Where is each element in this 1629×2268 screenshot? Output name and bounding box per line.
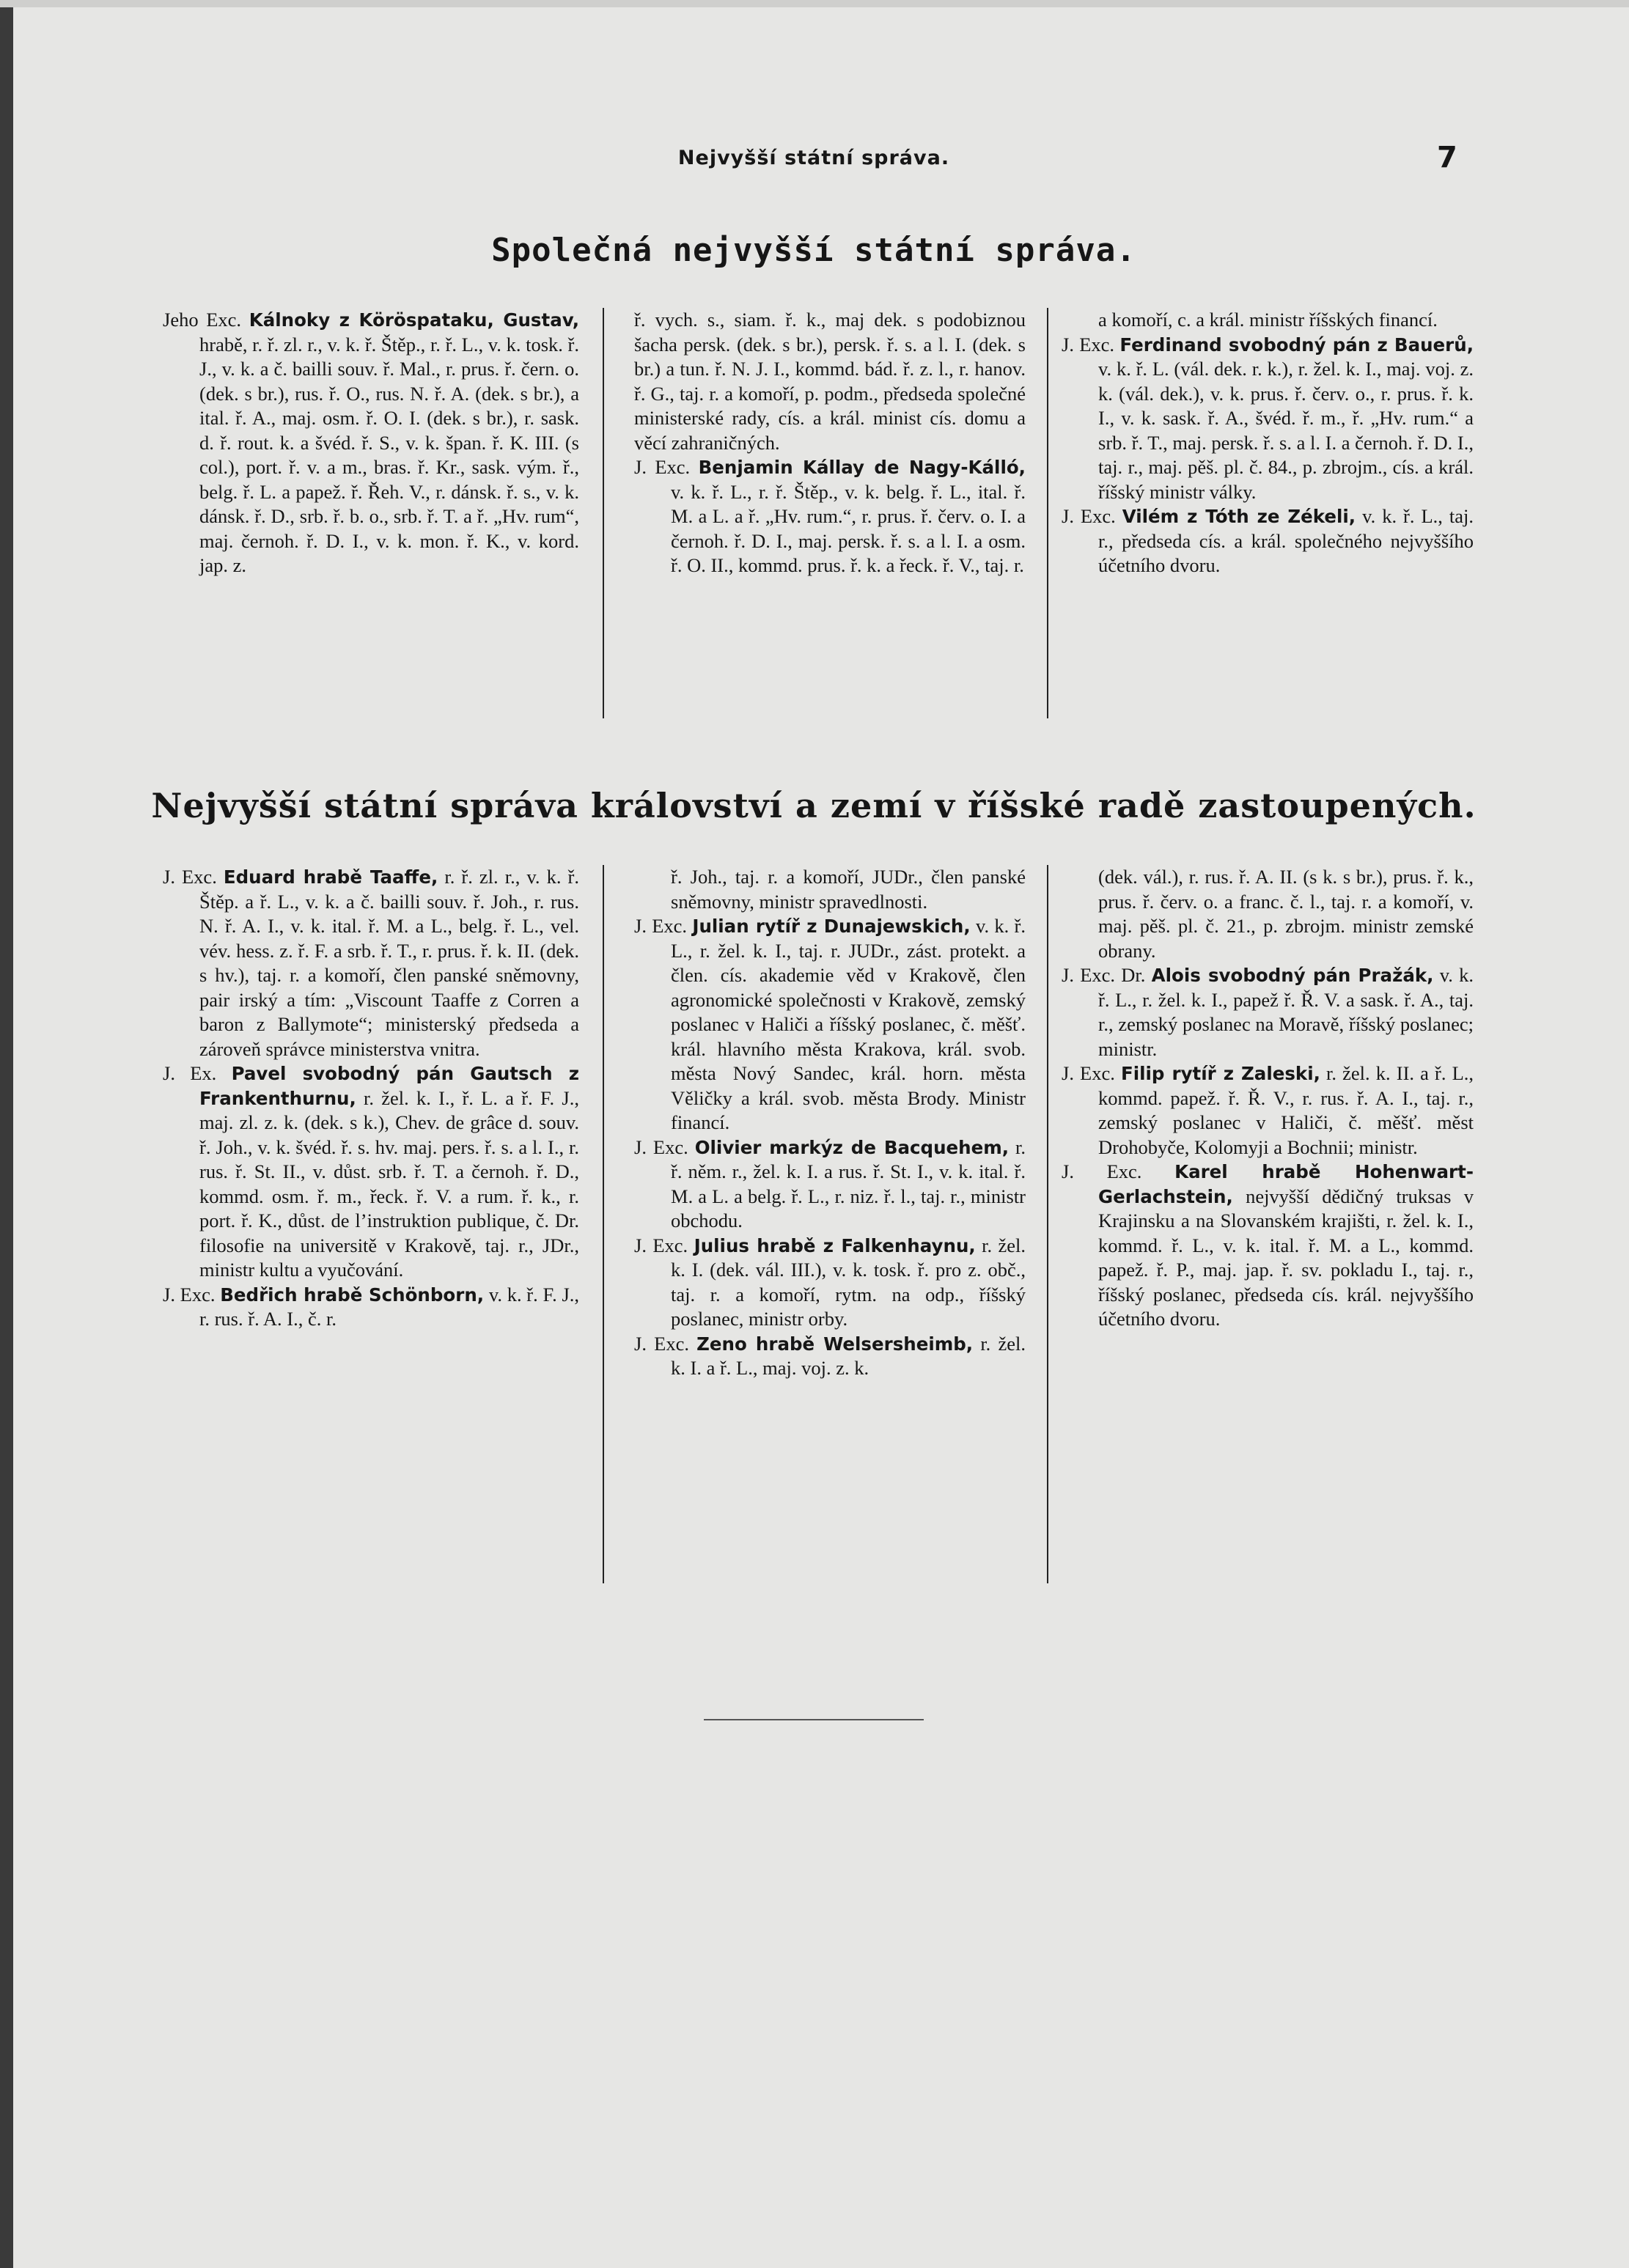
scan-edge-top [0,0,1629,7]
entry-name: Benjamin Kállay de Nagy-Kálló, [698,457,1026,478]
entry-text: v. k. ř. L., taj. r., předseda cís. a král. společného nejvyššího účetního dvoru. [1098,505,1474,576]
entry-text: r. žel. k. I., ř. L. a ř. F. J., maj. zl. z. k. (dek. s k.), Chev. de grâce d. souv. ř. Joh., v. k. švéd. ř. s. hv. maj. pers. ř. s. a l. I., r. rus. ř. St. II., v. důst. srb. ř. T. a černoh. ř. D., kommd. osm. ř. m., řeck. ř. V. a rum. ř. k., r. port. ř. K., důst. de l’instruktion publique, č. Dr. filosofie na universitě v Krakově, taj. r., JDr., ministr kultu a vyučování. [199,1086,579,1281]
biography-entry [634,914,1026,1135]
entry-name: Julius hrabě z Falkenhaynu, [694,1234,976,1256]
entry-text: nejvyšší dědičný truksas v Krajinsku a na Slovanském krajišti, r. žel. k. I., kommd. ř. L., v. k. ital. ř. M. a L., kommd. papež. ř. P., maj. jap. ř. sv. pokladu I., taj. r., říšský poslanec, předseda cís. král. nejvyššího účetního dvoru. [1098,1185,1474,1330]
end-rule [704,1719,924,1720]
column-divider [603,865,604,1583]
entry-honorific: Jeho Exc. [163,309,242,331]
entry-honorific: J. Exc. [634,1234,688,1256]
entry-name: Filip rytíř z Zaleski, [1121,1063,1320,1084]
section2-column-1 [163,865,579,1332]
biography-entry [1062,504,1474,578]
entry-name: Julian rytíř z Dunajewskich, [692,916,971,937]
biography-entry [634,1332,1026,1381]
section1-column-1 [163,308,579,578]
entry-continuation: ř. Joh., taj. r. a komoří, JUDr., člen panské sněmovny, ministr spravedlnosti. [671,866,1026,913]
section2-column-3 [1062,865,1474,1332]
biography-entry [1062,1160,1474,1332]
entry-continuation: (dek. vál.), r. rus. ř. A. II. (s k. s br.), prus. ř. k., prus. ř. červ. o. a franc. č. l., taj. r. a komoří, v. maj. pěš. pl. č. 21., p. zbrojm. ministr zemské obrany. [1098,866,1474,962]
entry-name: Vilém z Tóth ze Zékeli, [1122,506,1356,527]
entry-continuation: a komoří, c. a král. ministr říšských financí. [1098,309,1438,331]
biography-entry [163,308,579,578]
entry-text: v. k. ř. L., r. ř. Štěp., v. k. belg. ř. L., ital. ř. M. a L. a ř. „Hv. rum.“, r. prus. ř. červ. o. I. a černoh. ř. D. I., maj. persk. ř. s. a l. I. a osm. ř. O. II., kommd. prus. ř. k. a řeck. ř. V., taj. r. [671,480,1026,576]
biography-entry [634,1234,1026,1332]
entry-honorific: J. Exc. [1062,1160,1142,1182]
column-divider [1047,865,1048,1583]
column-divider [603,308,604,718]
entry-honorific: J. Exc. [634,1135,688,1158]
entry-name: Zeno hrabě Welsersheimb, [696,1333,974,1355]
entry-name: Bedřich hrabě Schönborn, [220,1284,485,1306]
entry-name: Ferdinand svobodný pán z Bauerů, [1119,334,1474,356]
biography-entry [634,455,1026,578]
scan-edge-left [0,0,13,2268]
entry-text: v. k. ř. L. (vál. dek. r. k.), r. žel. k. I., maj. voj. z. k. (vál. dek.), v. k. prus. ř. červ. o., r. prus. ř. k. I., v. k. sask. ř. A., švéd. ř. m., ř. „Hv. rum.“ a srb. ř. T., maj. persk. ř. s. a l. I. a černoh. ř. D. I., taj. r., maj. pěš. pl. č. 84., p. zbrojm., cís. a král. říšský ministr války. [1098,358,1474,503]
biography-entry [634,1135,1026,1234]
entry-honorific: J. Exc. [634,1332,689,1355]
entry-name: Olivier markýz de Bacquehem, [694,1136,1010,1158]
entry-text: r. žel. k. I. (dek. vál. III.), v. k. tosk. ř. pro z. obč., taj. r. a komoří, rytm. na odp., říšský poslanec, ministr orby. [671,1234,1026,1330]
entry-text: v. k. ř. L., r. žel. k. I., taj. r. JUDr., zást. protekt. a člen. cís. akademie věd v Krakově, člen agronomické společnosti v Krakově, zemský poslanec v Haliči a říšský poslanec, č. měšť. král. hlavního města Krakova, král. svob. města Nový Sandec, král. horn. města Věličky a král. svob. města Brody. Ministr financí. [671,915,1026,1133]
biography-entry [1062,963,1474,1061]
biography-entry [163,865,579,1061]
entry-honorific: J. Exc. [634,456,691,478]
entry-name: Eduard hrabě Taaffe, [223,866,438,888]
entry-honorific: J. Exc. [163,866,217,888]
biography-entry [163,1283,579,1332]
entry-honorific: J. Exc. [1062,505,1116,527]
entry-text: r. žel. k. II. a ř. L., kommd. papež. ř. Ř. V., r. rus. ř. A. I., taj. r., zemský poslanec v Haliči, č. měšť. měst Drohobyče, Kolomyji a Bochnii; ministr. [1098,1062,1474,1158]
section-title-common-administration: Společná nejvyšší státní správa. [491,232,1136,269]
entry-honorific: J. Ex. [163,1062,217,1084]
entry-name: Pavel svobodný pán Gautsch z Frankenthurnu, [199,1063,580,1109]
entry-honorific: J. Exc. [1062,333,1115,356]
entry-continuation: ř. vych. s., siam. ř. k., maj dek. s podobiznou šacha persk. (dek. s br.), persk. ř. s. a l. I. (dek. s br.) a tun. ř. N. J. I., kommd. bád. ř. z. l., r. hanov. ř. G., taj. r. a komoří, p. podm., předseda společné ministerské rady, cís. a král. minist cís. domu a věcí zahraničných. [634,309,1026,454]
entry-name: Kálnoky z Köröspataku, Gustav, [249,309,580,331]
section-title-cisleithanian-administration: Nejvyšší státní správa království a zemí v říšské radě zastoupených. [151,786,1477,825]
biography-entry [1062,333,1474,505]
entry-honorific: J. Exc. Dr. [1062,964,1146,986]
page-number: 7 [1437,141,1457,174]
column-divider [1047,308,1048,718]
entry-honorific: J. Exc. [163,1283,216,1306]
entry-honorific: J. Exc. [634,915,688,937]
biography-entry [163,1061,579,1283]
entry-text: hrabě, r. ř. zl. r., v. k. ř. Štěp., r. ř. L., v. k. tosk. ř. J., v. k. a č. bailli souv. ř. Mal., r. prus. ř. čern. o. (dek. s br.), rus. ř. O., rus. N. ř. A. (dek. s br.), a ital. ř. A., maj. osm. ř. O. I. (dek. s br.), r. sask. d. ř. rout. k. a švéd. ř. S., v. k. špan. ř. K. III. (s col.), port. ř. v. a m., bras. ř. Kr., sask. vým. ř., belg. ř. L. a papež. ř. Řeh. V., r. dánsk. ř. s., v. k. dánsk. ř. D., srb. ř. b. o., srb. ř. T. a ř. „Hv. rum“, maj. černoh. ř. D. I., v. k. mon. ř. K., v. kord. jap. z. [199,333,579,576]
entry-name: Karel hrabě Hohenwart-Gerlachstein, [1098,1161,1474,1207]
entry-name: Alois svobodný pán Pražák, [1151,965,1434,986]
entry-text: v. k. ř. F. J., r. rus. ř. A. I., č. r. [199,1283,580,1330]
biography-entry [1062,1061,1474,1160]
entry-text: r. žel. k. I. a ř. L., maj. voj. z. k. [671,1332,1026,1379]
section2-column-2 [634,865,1026,1381]
section1-column-2 [634,308,1026,578]
entry-text: r. ř. zl. r., v. k. ř. Štěp. a ř. L., v. k. a č. bailli souv. ř. Joh., r. rus. N. ř. A. I., v. k. ital. ř. M. a L., belg. ř. L., vel. vév. hess. z. ř. F. a srb. ř. T., r. prus. ř. k. II. (dek. s hv.), taj. r. a komoří, člen panské sněmovny, pair irský a tím: „Viscount Taaffe z Corren a baron z Ballymote“; ministerský předseda a zároveň správce ministerstva vnitra. [199,866,580,1060]
entry-honorific: J. Exc. [1062,1062,1115,1084]
entry-text: v. k. ř. L., r. žel. k. I., papež ř. Ř. V. a sask. ř. A., taj. r., zemský poslanec na Moravě, říšský poslanec; ministr. [1098,964,1474,1060]
entry-text: r. ř. něm. r., žel. k. I. a rus. ř. St. I., v. k. ital. ř. M. a L. a belg. ř. L., r. niz. ř. l., taj. r., ministr obchodu. [671,1135,1026,1231]
section1-column-3 [1062,308,1474,578]
running-title: Nejvyšší státní správa. [677,147,950,169]
